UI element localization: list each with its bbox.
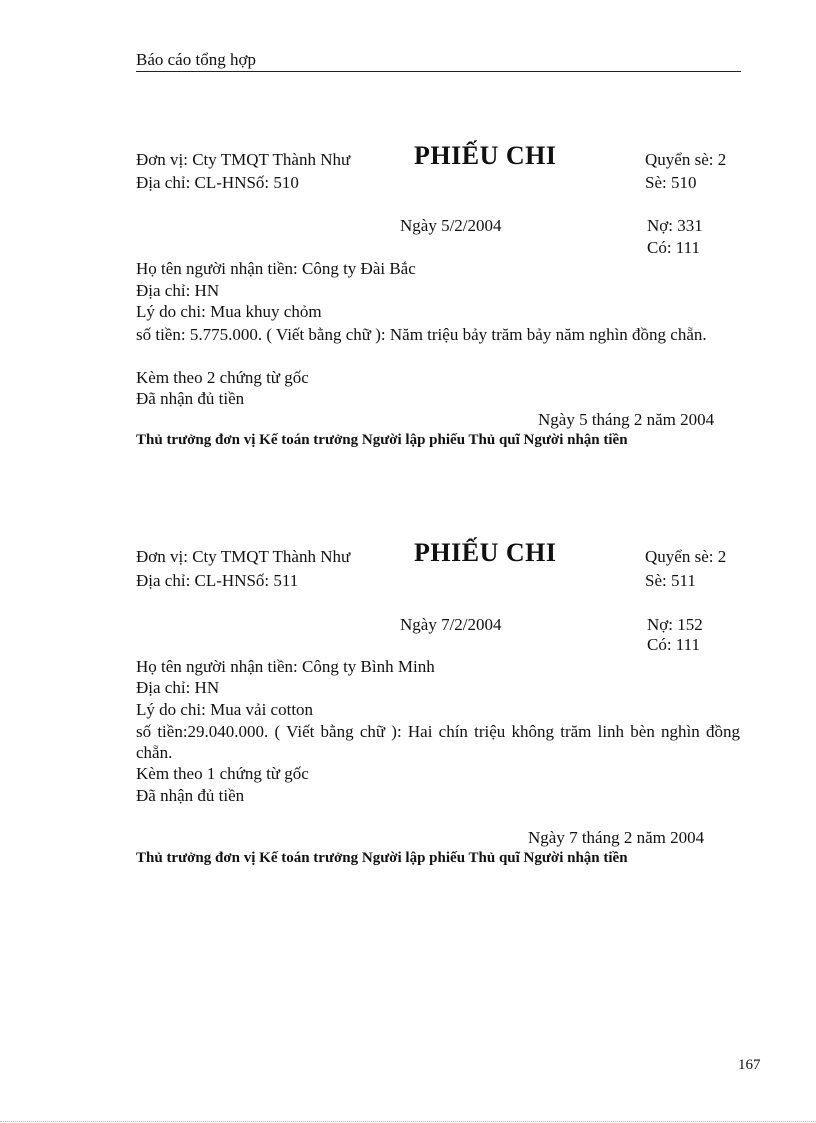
page-number: 167 xyxy=(738,1057,761,1073)
ly-do-chi: Lý do chi: Mua vải cotton xyxy=(136,700,314,719)
ngay-ky: Ngày 5 tháng 2 năm 2004 xyxy=(538,410,715,429)
dia-chi: Địa chỉ: HN xyxy=(136,678,220,697)
header-rule xyxy=(136,71,741,72)
nguoi-nhan: Họ tên người nhận tiền: Công ty Đài Bắc xyxy=(136,259,416,278)
don-vi: Đơn vị: Cty TMQT Thành Như xyxy=(136,547,351,566)
tai-khoan-no: Nợ: 331 xyxy=(647,216,703,235)
kem-theo: Kèm theo 2 chứng từ gốc xyxy=(136,368,309,387)
tai-khoan-co: Có: 111 xyxy=(647,635,701,654)
so-tien: số tiền: 5.775.000. ( Viết bằng chữ ): Năm triệu bảy trăm bảy năm nghìn đồng chẵn. xyxy=(136,325,707,344)
running-header: Báo cáo tổng hợp xyxy=(136,50,256,69)
voucher-title: PHIẾU CHI xyxy=(414,141,557,170)
bottom-border xyxy=(0,1121,816,1122)
tai-khoan-co: Có: 111 xyxy=(647,238,701,257)
quyen-so: Quyển sè: 2 xyxy=(645,547,727,566)
dia-chi-don-vi: Địa chỉ: CL-HNSố: 510 xyxy=(136,173,299,192)
quyen-so: Quyển sè: 2 xyxy=(645,150,727,169)
ly-do-chi: Lý do chi: Mua khuy chỏm xyxy=(136,302,322,321)
so-tien: số tiền:29.040.000. ( Viết bằng chữ ): Hai chín triệu không trăm linh bèn nghìn đồng chẵn. xyxy=(136,722,740,762)
ngay-ky: Ngày 7 tháng 2 năm 2004 xyxy=(528,828,705,847)
chu-ky-row: Thủ trưởng đơn vị Kế toán trưởng Người lập phiếu Thủ quĩ Người nhận tiền xyxy=(136,432,628,448)
kem-theo: Kèm theo 1 chứng từ gốc xyxy=(136,764,309,783)
dia-chi: Địa chỉ: HN xyxy=(136,281,220,300)
don-vi: Đơn vị: Cty TMQT Thành Như xyxy=(136,150,351,169)
ngay: Ngày 7/2/2004 xyxy=(400,615,502,634)
da-nhan: Đã nhận đủ tiền xyxy=(136,786,245,805)
so-phieu: Sè: 510 xyxy=(645,173,697,192)
chu-ky-row: Thủ trưởng đơn vị Kế toán trưởng Người lập phiếu Thủ quĩ Người nhận tiền xyxy=(136,850,628,866)
voucher-title: PHIẾU CHI xyxy=(414,538,557,567)
tai-khoan-no: Nợ: 152 xyxy=(647,615,703,634)
nguoi-nhan: Họ tên người nhận tiền: Công ty Bình Minh xyxy=(136,657,435,676)
da-nhan: Đã nhận đủ tiền xyxy=(136,389,245,408)
dia-chi-don-vi: Địa chỉ: CL-HNSố: 511 xyxy=(136,571,299,590)
ngay: Ngày 5/2/2004 xyxy=(400,216,502,235)
so-phieu: Sè: 511 xyxy=(645,571,696,590)
